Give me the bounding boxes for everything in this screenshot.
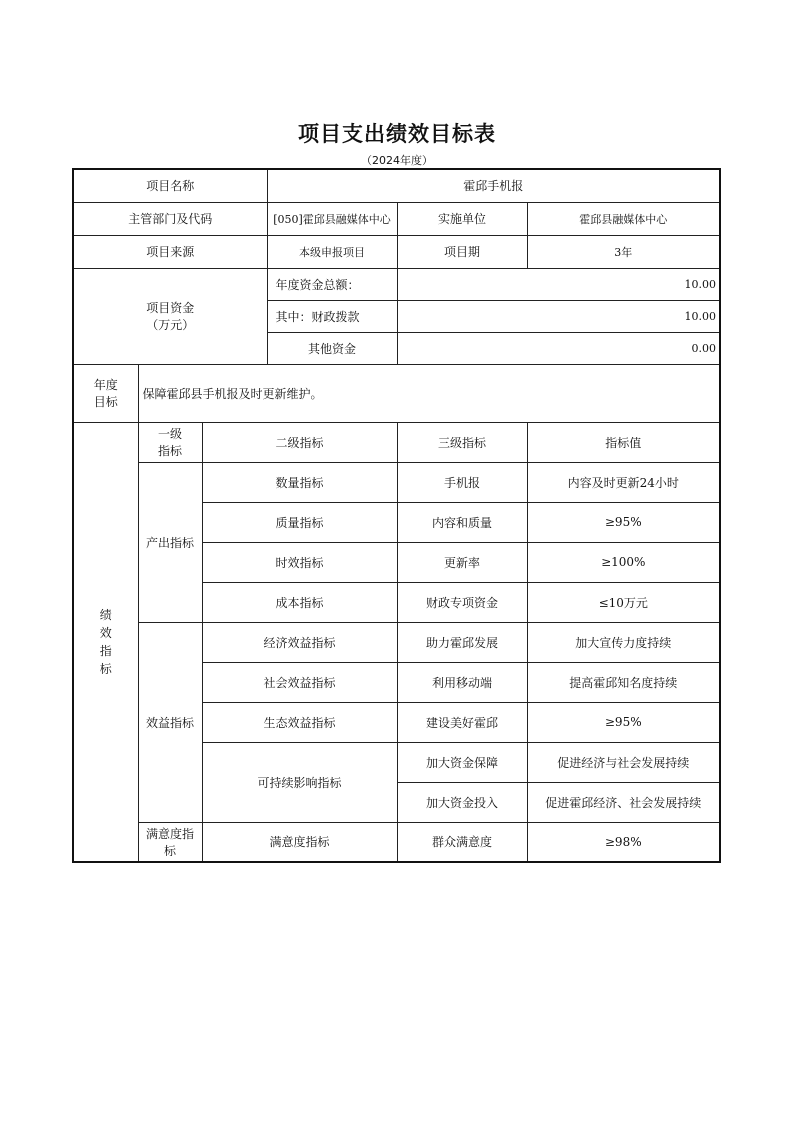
satisfaction-label-line1: 满意度指 (145, 826, 194, 841)
benefit-level3: 建设美好霍邱 (397, 702, 527, 742)
indicator-section-char-2: 效 (99, 625, 112, 640)
period-label: 项目期 (397, 235, 527, 268)
row-source (73, 235, 720, 268)
funds-label-line2: （万元） (146, 318, 195, 332)
dept-label: 主管部门及代码 (73, 202, 267, 235)
funds-finance-label: 其中：财政拨款 (267, 300, 397, 332)
header-value: 指标值 (527, 422, 720, 462)
benefit-value: 加大宣传力度持续 (527, 622, 720, 662)
project-name-value: 霍邱手机报 (267, 169, 720, 202)
sustain-level3: 加大资金保障 (397, 742, 527, 782)
goal-label-line1: 年度 (93, 378, 118, 392)
table-row (73, 462, 720, 502)
dept-value: [050]霍邱县融媒体中心 (267, 202, 397, 235)
output-level2: 时效指标 (202, 542, 397, 582)
row-indicator-header (73, 422, 720, 462)
output-level2: 数量指标 (202, 462, 397, 502)
satisfaction-label-line2: 标 (163, 843, 176, 858)
table-row (73, 622, 720, 662)
output-level3: 更新率 (397, 542, 527, 582)
header-level1 (138, 422, 202, 462)
benefit-indicator-label: 效益指标 (138, 622, 202, 822)
funds-label-line1: 项目资金 (146, 301, 195, 315)
goal-label-line2: 目标 (93, 395, 118, 409)
output-level3: 内容和质量 (397, 502, 527, 542)
indicator-section-char-1: 绩 (99, 607, 112, 622)
header-level1-line1: 一级 (157, 427, 182, 441)
funds-other-value: 0.00 (397, 332, 720, 364)
benefit-value: ≥95% (527, 702, 720, 742)
impl-unit-value: 霍邱县融媒体中心 (527, 202, 720, 235)
impl-unit-label: 实施单位 (397, 202, 527, 235)
header-level1-line2: 指标 (157, 444, 182, 458)
sustain-value: 促进经济与社会发展持续 (527, 742, 720, 782)
satisfaction-level3: 群众满意度 (397, 822, 527, 862)
satisfaction-level2: 满意度指标 (202, 822, 397, 862)
goal-text: 保障霍邱县手机报及时更新维护。 (138, 364, 720, 422)
performance-table (72, 168, 721, 863)
funds-label (73, 268, 267, 364)
output-value: ≤10万元 (527, 582, 720, 622)
benefit-level3: 助力霍邱发展 (397, 622, 527, 662)
output-level3: 财政专项资金 (397, 582, 527, 622)
output-level2: 成本指标 (202, 582, 397, 622)
indicator-section-char-3: 指 (99, 643, 112, 658)
row-funds-total (73, 268, 720, 300)
satisfaction-value: ≥98% (527, 822, 720, 862)
output-level3: 手机报 (397, 462, 527, 502)
source-value: 本级申报项目 (267, 235, 397, 268)
output-indicator-label: 产出指标 (138, 462, 202, 622)
output-value: ≥100% (527, 542, 720, 582)
header-level2: 二级指标 (202, 422, 397, 462)
sustain-level3: 加大资金投入 (397, 782, 527, 822)
sustain-value: 促进霍邱经济、社会发展持续 (527, 782, 720, 822)
satisfaction-label (138, 822, 202, 862)
indicator-section-label (73, 422, 138, 862)
funds-total-label: 年度资金总额： (267, 268, 397, 300)
period-value: 3年 (527, 235, 720, 268)
funds-total-value: 10.00 (397, 268, 720, 300)
benefit-level2: 经济效益指标 (202, 622, 397, 662)
row-department (73, 202, 720, 235)
output-level2: 质量指标 (202, 502, 397, 542)
goal-label (73, 364, 138, 422)
header-level3: 三级指标 (397, 422, 527, 462)
sustain-indicator-label: 可持续影响指标 (202, 742, 397, 822)
table-row (73, 822, 720, 862)
benefit-value: 提高霍邱知名度持续 (527, 662, 720, 702)
output-value: ≥95% (527, 502, 720, 542)
funds-other-label: 其他资金 (267, 332, 397, 364)
row-annual-goal (73, 364, 720, 422)
year-label: （2024年度） (361, 154, 433, 167)
output-value: 内容及时更新24小时 (527, 462, 720, 502)
project-name-label: 项目名称 (73, 169, 267, 202)
benefit-level2: 社会效益指标 (202, 662, 397, 702)
funds-finance-value: 10.00 (397, 300, 720, 332)
source-label: 项目来源 (73, 235, 267, 268)
document-title: 项目支出绩效目标表 (298, 122, 496, 146)
row-project-name (73, 169, 720, 202)
benefit-level2: 生态效益指标 (202, 702, 397, 742)
benefit-level3: 利用移动端 (397, 662, 527, 702)
indicator-section-char-4: 标 (99, 661, 112, 676)
